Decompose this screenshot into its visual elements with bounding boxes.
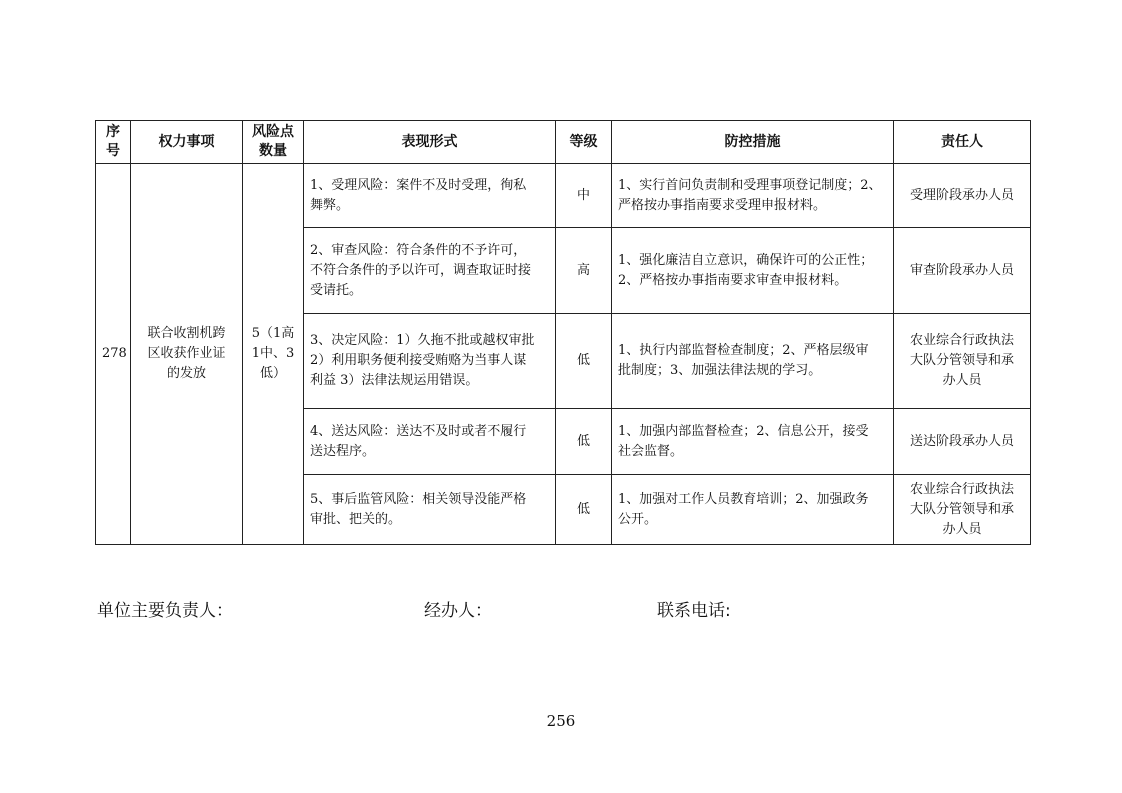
cell-responsible: 审查阶段承办人员 [894, 228, 1031, 314]
cell-measures: 1、加强对工作人员教育培训；2、加强政务 公开。 [612, 475, 894, 545]
cell-level: 高 [556, 228, 612, 314]
header-index: 序 号 [96, 121, 131, 164]
cell-manifestation: 5、事后监管风险：相关领导没能严格 审批、把关的。 [304, 475, 556, 545]
cell-manifestation: 3、决定风险：1）久拖不批或越权审批 2）利用职务便利接受贿赂为当事人谋 利益 3）法律法规运用错误。 [304, 314, 556, 409]
cell-index: 278 [96, 164, 131, 545]
contact-phone-label: 联系电话: [657, 601, 731, 621]
header-responsible: 责任人 [894, 121, 1031, 164]
cell-level: 中 [556, 164, 612, 228]
risk-table [95, 120, 1031, 545]
header-risk-count: 风险点 数量 [243, 121, 304, 164]
cell-responsible: 农业综合行政执法 大队分管领导和承 办人员 [894, 314, 1031, 409]
cell-level: 低 [556, 409, 612, 475]
cell-manifestation: 2、审查风险：符合条件的不予许可， 不符合条件的予以许可，调查取证时接 受请托。 [304, 228, 556, 314]
cell-manifestation: 4、送达风险：送达不及时或者不履行 送达程序。 [304, 409, 556, 475]
header-measures: 防控措施 [612, 121, 894, 164]
cell-responsible: 农业综合行政执法 大队分管领导和承 办人员 [894, 475, 1031, 545]
header-level: 等级 [556, 121, 612, 164]
cell-measures: 1、实行首问负责制和受理事项登记制度；2、 严格按办事指南要求受理申报材料。 [612, 164, 894, 228]
handler-label: 经办人： [424, 601, 492, 621]
cell-measures: 1、执行内部监督检查制度；2、严格层级审 批制度；3、加强法律法规的学习。 [612, 314, 894, 409]
table-row [96, 164, 1031, 228]
cell-measures: 1、加强内部监督检查；2、信息公开，接受 社会监督。 [612, 409, 894, 475]
cell-level: 低 [556, 475, 612, 545]
header-power-item: 权力事项 [131, 121, 243, 164]
header-manifestation: 表现形式 [304, 121, 556, 164]
cell-responsible: 受理阶段承办人员 [894, 164, 1031, 228]
cell-power-item: 联合收割机跨 区收获作业证 的发放 [131, 164, 243, 545]
cell-measures: 1、强化廉洁自立意识，确保许可的公正性； 2、严格按办事指南要求审查申报材料。 [612, 228, 894, 314]
cell-responsible: 送达阶段承办人员 [894, 409, 1031, 475]
cell-level: 低 [556, 314, 612, 409]
unit-head-label: 单位主要负责人： [97, 601, 233, 621]
table-header-row [96, 121, 1031, 164]
cell-risk-count: 5（1高 1中、3 低） [243, 164, 304, 545]
cell-manifestation: 1、受理风险：案件不及时受理，徇私 舞弊。 [304, 164, 556, 228]
page-number: 256 [546, 712, 576, 730]
